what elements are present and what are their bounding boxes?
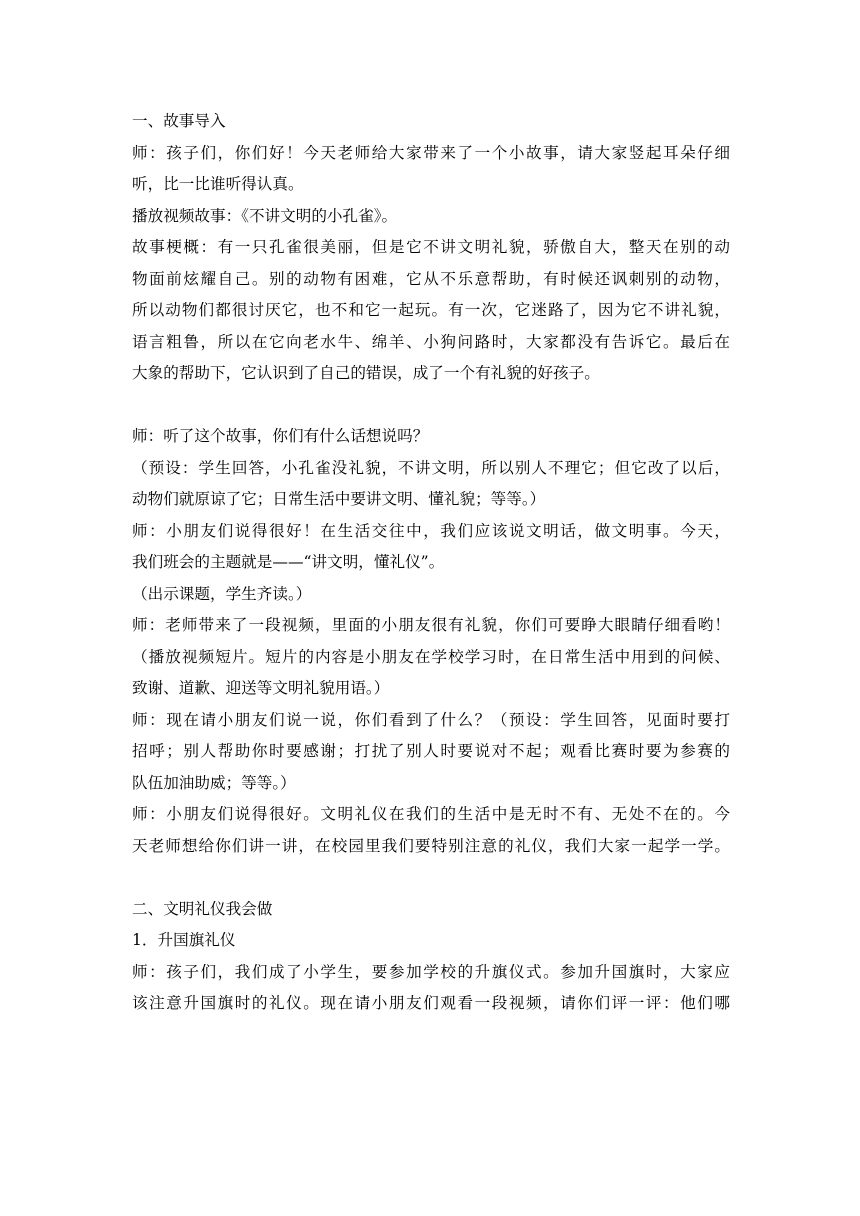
paragraph-line: 致谢、道歉、迎送等文明礼貌用语。） (132, 679, 390, 697)
paragraph-line: （预设：学生回答，小孔雀没礼貌，不讲文明，所以别人不理它；但它改了以后， (132, 458, 730, 477)
paragraph-line: 动物们就原谅了它；日常生活中要讲文明、懂礼貌；等等。） (132, 490, 546, 508)
paragraph-line: 大象的帮助下，它认识到了自己的错误，成了一个有礼貌的好孩子。 (132, 364, 600, 382)
paragraph-line: 师：孩子们，我们成了小学生，要参加学校的升旗仪式。参加升国旗时，大家应 (132, 962, 730, 981)
paragraph-line: 故事梗概：有一只孔雀很美丽，但是它不讲文明礼貌，骄傲自大，整天在别的动 (132, 238, 730, 256)
paragraph-line: 语言粗鲁，所以在它向老水牛、绵羊、小狗问路时，大家都没有告诉它。最后在 (132, 332, 730, 351)
paragraph-line: 听，比一比谁听得认真。 (132, 175, 304, 193)
subsection-heading: 1．升国旗礼仪 (132, 931, 236, 949)
paragraph-line: 播放视频故事：《不讲文明的小孔雀》。 (132, 206, 398, 225)
paragraph-line: 物面前炫耀自己。别的动物有困难，它从不乐意帮助，有时候还讽刺别的动物， (132, 269, 730, 288)
paragraph-line: 师：小朋友们说得很好。文明礼仪在我们的生活中是无时不有、无处不在的。今 (132, 805, 730, 823)
paragraph-line: 招呼；别人帮助你时要感谢；打扰了别人时要说对不起；观看比赛时要为参赛的 (132, 742, 730, 760)
paragraph-line: （出示课题，学生齐读。） (132, 584, 312, 603)
section-heading: 二、文明礼仪我会做 (132, 899, 273, 918)
paragraph-line: 师：现在请小朋友们说一说，你们看到了什么？（预设：学生回答，见面时要打 (132, 710, 730, 729)
paragraph-line: （播放视频短片。短片的内容是小朋友在学校学习时，在日常生活中用到的问候、 (132, 647, 730, 666)
paragraph-line: 师：听了这个故事，你们有什么话想说吗？ (132, 427, 429, 445)
document-page (132, 106, 730, 1020)
paragraph-line: 师：老师带来了一段视频，里面的小朋友很有礼貌，你们可要睁大眼睛仔细看哟！ (132, 616, 730, 634)
paragraph-line: 我们班会的主题就是——“讲文明，懂礼仪”。 (132, 553, 445, 571)
blank-line (132, 390, 730, 422)
paragraph-line: 该注意升国旗时的礼仪。现在请小朋友们观看一段视频，请你们评一评：他们哪 (132, 994, 730, 1012)
section-heading: 一、故事导入 (132, 112, 226, 130)
paragraph-line: 师：孩子们，你们好！今天老师给大家带来了一个小故事，请大家竖起耳朵仔细 (132, 143, 730, 162)
blank-line (132, 862, 730, 894)
paragraph-line: 队伍加油助威；等等。） (132, 773, 296, 792)
paragraph-line: 所以动物们都很讨厌它，也不和它一起玩。有一次，它迷路了，因为它不讲礼貌， (132, 301, 730, 319)
paragraph-line: 天老师想给你们讲一讲，在校园里我们要特别注意的礼仪，我们大家一起学一学。 (132, 836, 730, 855)
paragraph-line: 师：小朋友们说得很好！在生活交往中，我们应该说文明话，做文明事。今天， (132, 521, 730, 540)
